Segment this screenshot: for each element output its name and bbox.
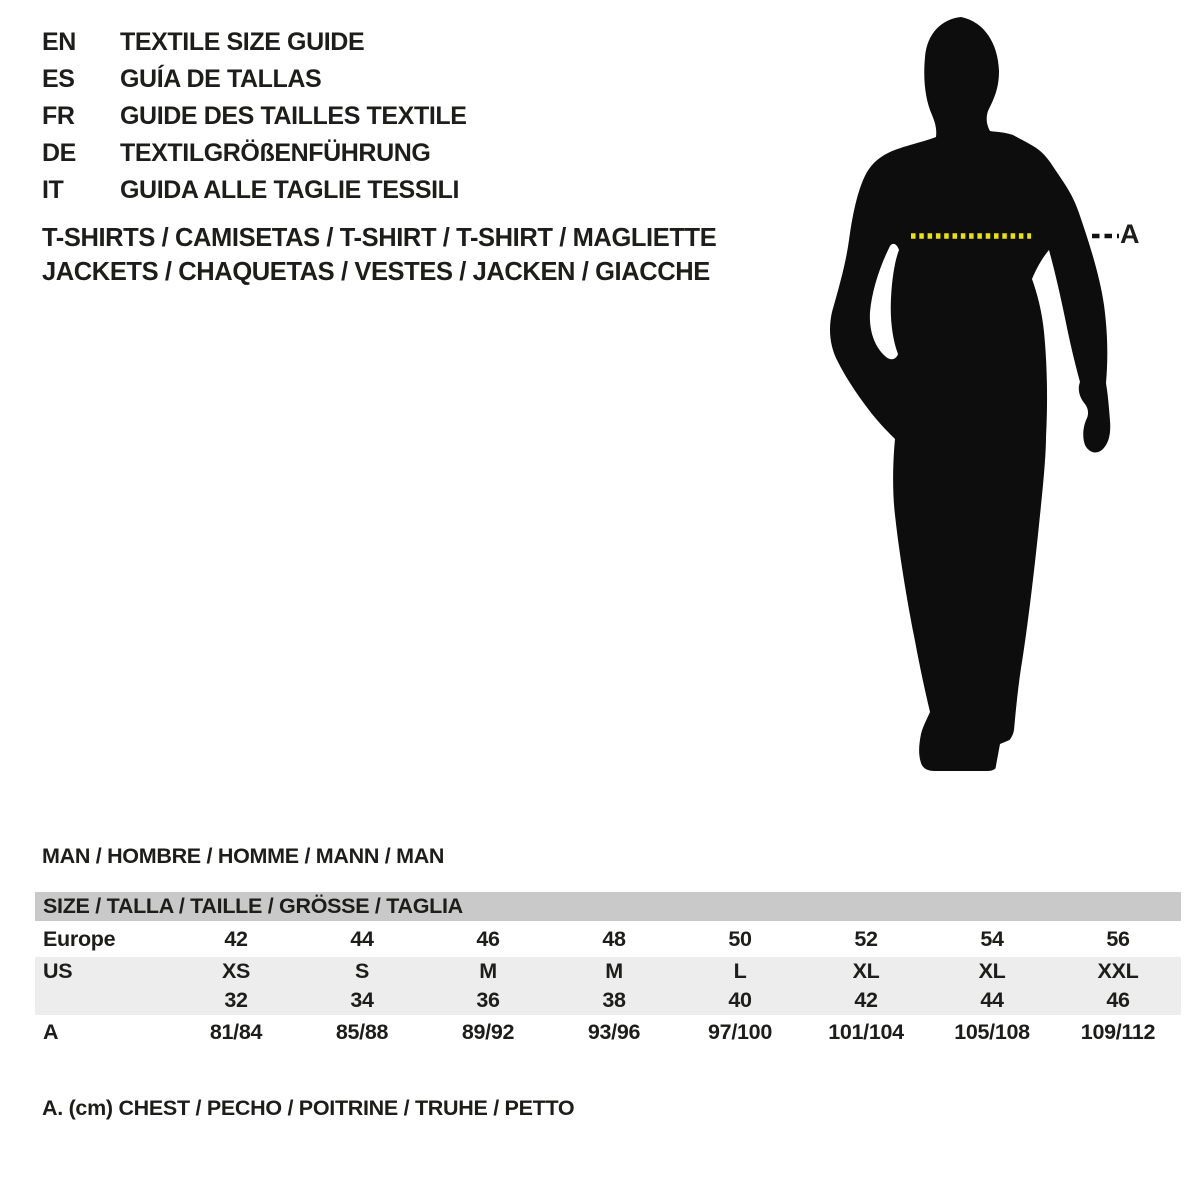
list-item bbox=[42, 135, 467, 172]
table-cell: XL bbox=[852, 959, 880, 983]
table-cell: 109/112 bbox=[1080, 1020, 1156, 1044]
list-item bbox=[42, 24, 467, 61]
table-row-europe bbox=[35, 921, 1181, 957]
language-code: ES bbox=[42, 65, 75, 93]
guide-title-de: TEXTILGRÖßENFÜHRUNG bbox=[120, 139, 431, 167]
table-cell: 50 bbox=[728, 926, 752, 951]
table-cell: 42 bbox=[224, 926, 248, 951]
table-cell: 52 bbox=[854, 926, 878, 951]
guide-title-es: GUÍA DE TALLAS bbox=[120, 65, 322, 93]
language-code: DE bbox=[42, 139, 76, 167]
table-cell: 54 bbox=[980, 926, 1004, 951]
row-label: US bbox=[43, 959, 73, 983]
table-cell: M bbox=[479, 959, 497, 983]
table-cell: 81/84 bbox=[209, 1020, 263, 1044]
measure-label-a: A bbox=[1120, 219, 1140, 249]
table-cell: XXL bbox=[1097, 959, 1139, 983]
table-cell: 101/104 bbox=[828, 1020, 904, 1044]
table-cell: 38 bbox=[602, 988, 626, 1012]
guide-title-en: TEXTILE SIZE GUIDE bbox=[120, 28, 365, 56]
table-cell: 105/108 bbox=[954, 1020, 1030, 1044]
table-cell: L bbox=[733, 959, 747, 983]
row-label: A bbox=[43, 1020, 59, 1044]
list-item bbox=[42, 61, 467, 98]
table-cell: 36 bbox=[476, 988, 500, 1012]
table-cell: 40 bbox=[728, 988, 752, 1012]
section-title-man: MAN / HOMBRE / HOMME / MANN / MAN bbox=[42, 844, 445, 868]
table-cell: 32 bbox=[224, 988, 248, 1012]
table-cell: 89/92 bbox=[461, 1020, 515, 1044]
row-label: Europe bbox=[43, 926, 116, 951]
table-cell: 44 bbox=[350, 926, 374, 951]
list-item bbox=[42, 172, 467, 209]
size-table bbox=[35, 892, 1181, 1050]
language-code: FR bbox=[42, 102, 75, 130]
table-cell: 42 bbox=[854, 988, 878, 1012]
table-row-us-numeric bbox=[35, 986, 1181, 1015]
table-cell: 85/88 bbox=[335, 1020, 389, 1044]
list-item bbox=[42, 98, 467, 135]
language-code: EN bbox=[42, 28, 76, 56]
table-row-chest-a bbox=[35, 1015, 1181, 1050]
table-row-us bbox=[35, 957, 1181, 986]
size-table-header: SIZE / TALLA / TAILLE / GRÖSSE / TAGLIA bbox=[35, 892, 1181, 921]
table-cell: 48 bbox=[602, 926, 626, 951]
category-line-tshirts: T-SHIRTS / CAMISETAS / T-SHIRT / T-SHIRT / MAGLIETTE bbox=[42, 224, 717, 252]
table-cell: M bbox=[605, 959, 623, 983]
table-cell: 34 bbox=[350, 988, 374, 1012]
table-cell: XS bbox=[221, 959, 251, 983]
table-cell: S bbox=[354, 959, 370, 983]
guide-title-it: GUIDA ALLE TAGLIE TESSILI bbox=[120, 176, 460, 204]
language-code: IT bbox=[42, 176, 64, 204]
table-cell: XL bbox=[978, 959, 1006, 983]
category-heading bbox=[42, 221, 716, 289]
table-cell: 46 bbox=[476, 926, 500, 951]
language-guide-list bbox=[42, 24, 467, 209]
table-cell: 93/96 bbox=[587, 1020, 641, 1044]
man-silhouette-body bbox=[830, 17, 1110, 771]
table-cell: 44 bbox=[980, 988, 1004, 1012]
guide-title-fr: GUIDE DES TAILLES TEXTILE bbox=[120, 102, 467, 130]
man-silhouette-svg bbox=[828, 0, 1143, 790]
man-silhouette-figure bbox=[828, 0, 1143, 790]
table-cell: 97/100 bbox=[708, 1020, 772, 1044]
category-line-jackets: JACKETS / CHAQUETAS / VESTES / JACKEN / GIACCHE bbox=[42, 258, 710, 286]
table-cell: 46 bbox=[1106, 988, 1130, 1012]
measure-footnote: A. (cm) CHEST / PECHO / POITRINE / TRUHE / PETTO bbox=[42, 1096, 575, 1120]
table-cell: 56 bbox=[1106, 926, 1130, 951]
